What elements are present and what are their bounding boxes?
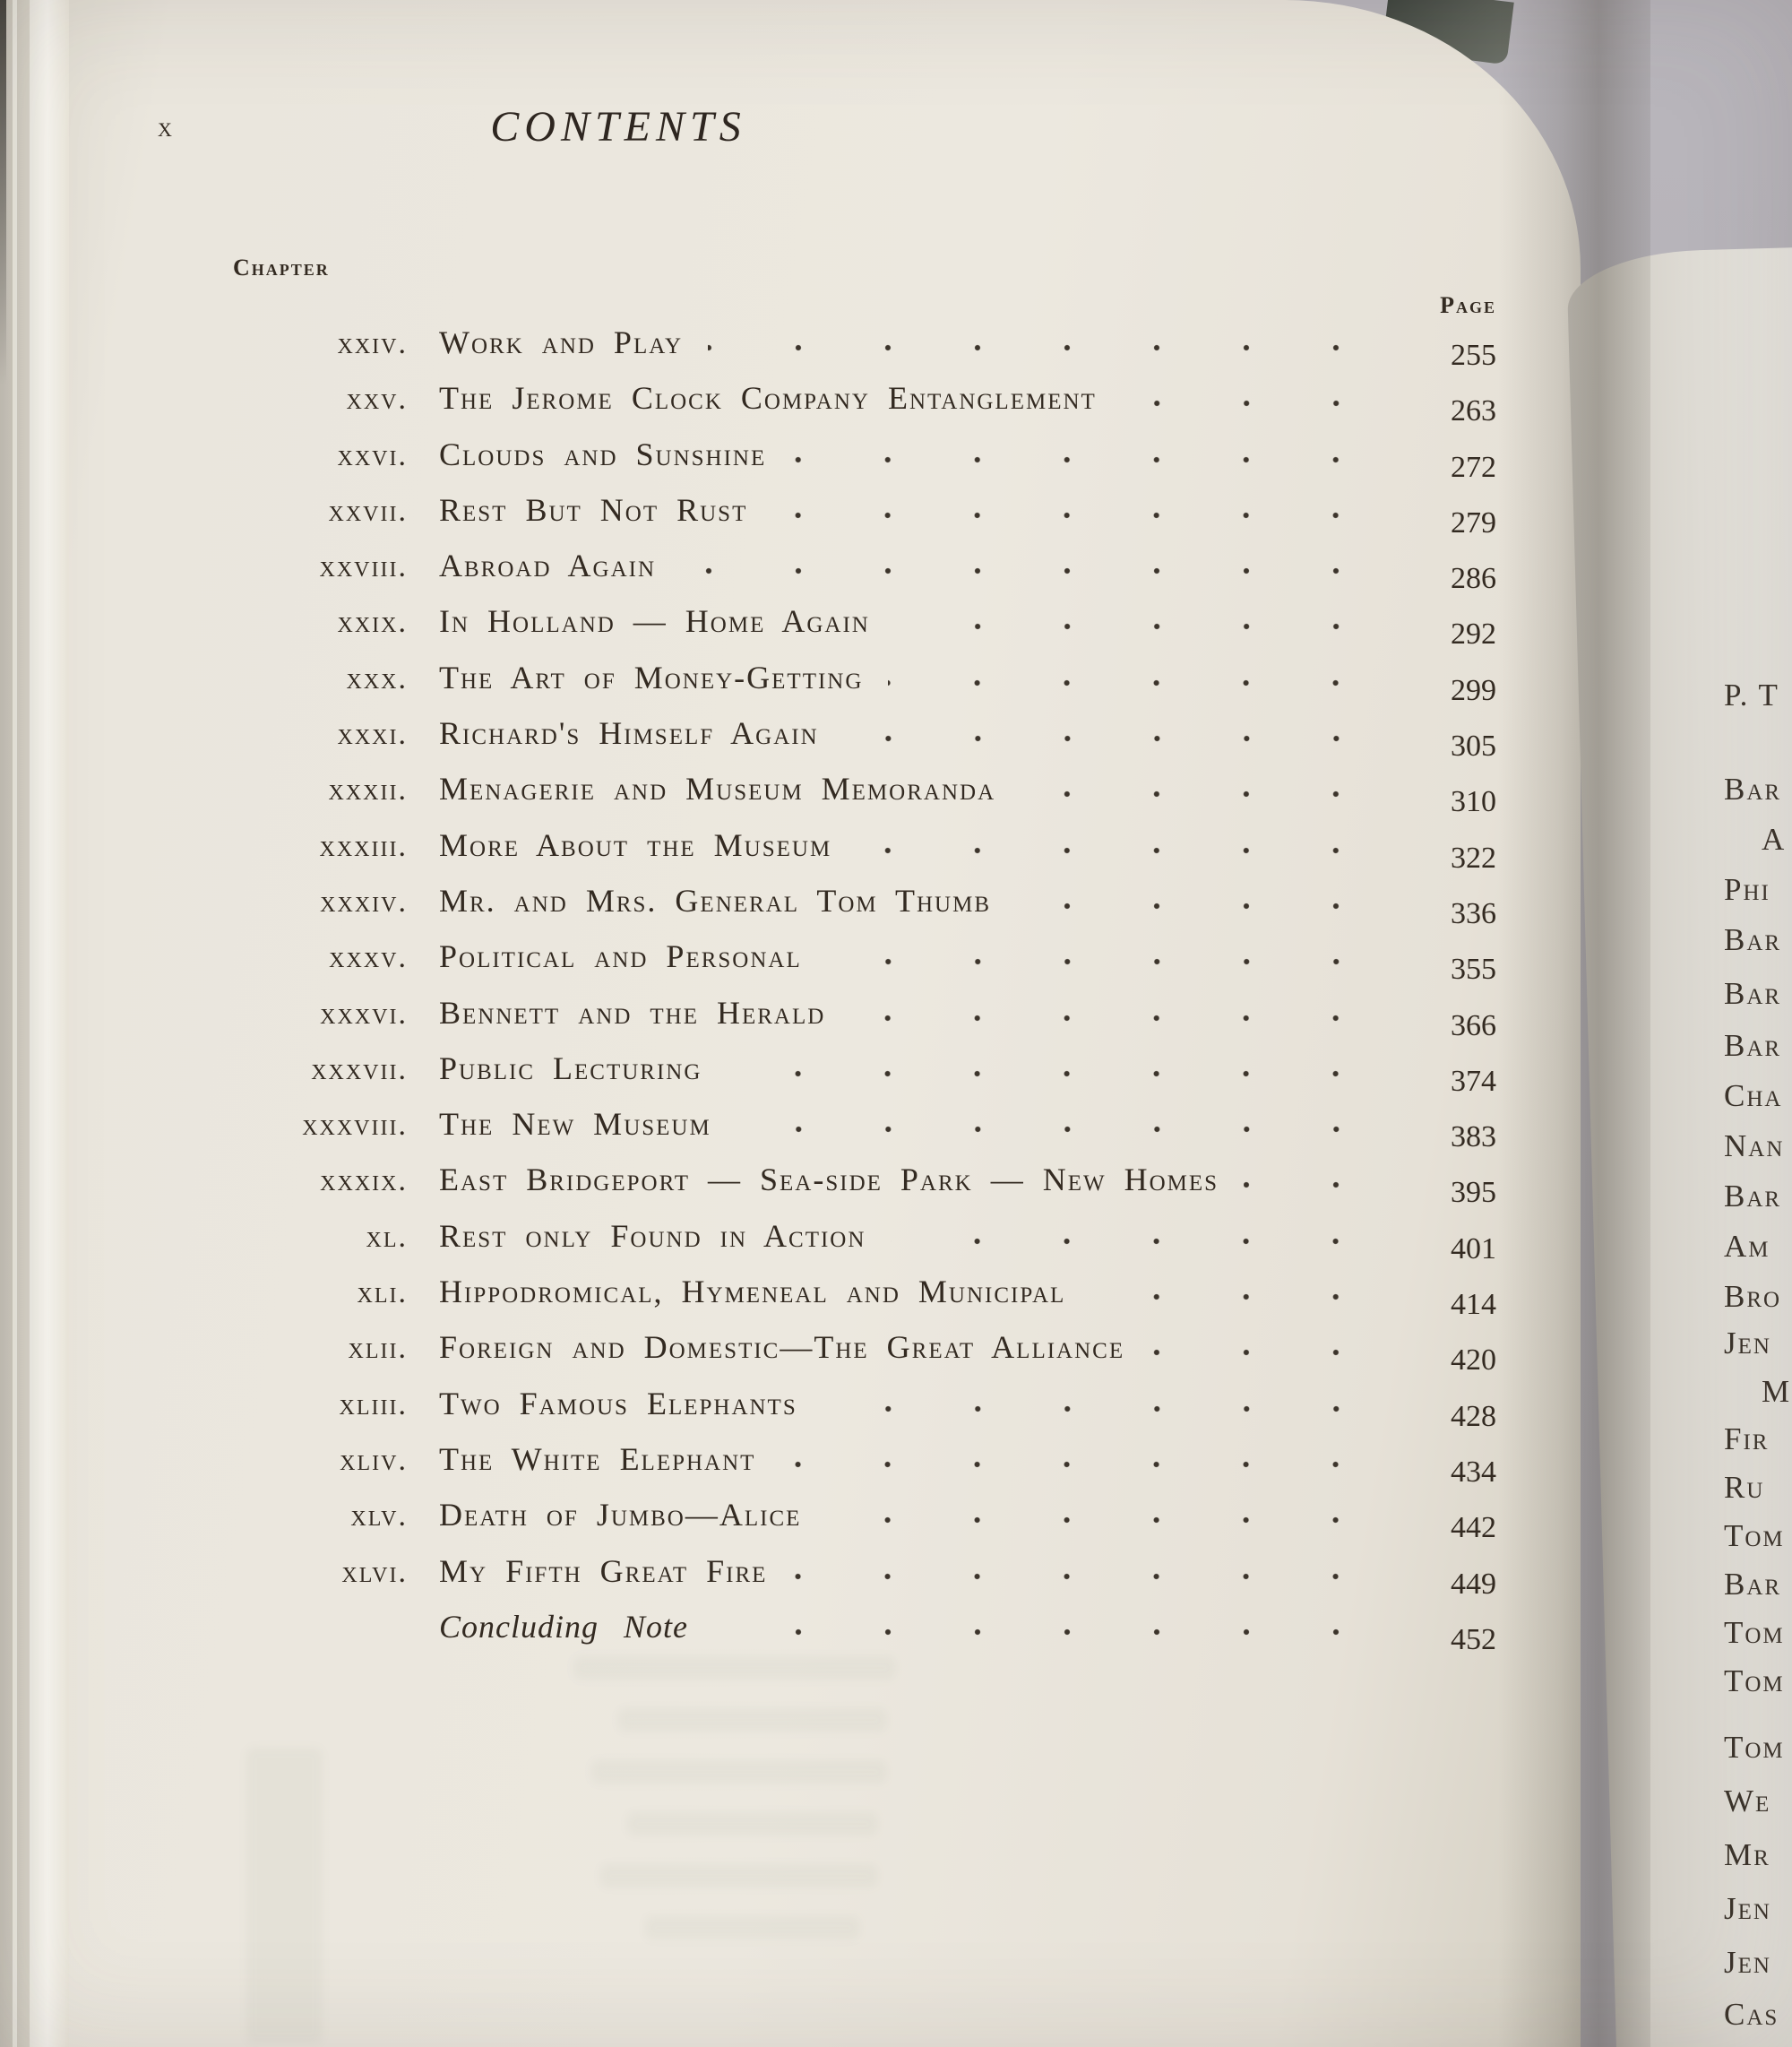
toc-row bbox=[134, 1096, 1496, 1152]
toc-row bbox=[134, 1487, 1496, 1545]
ghost-showthrough bbox=[600, 1864, 878, 1887]
toc-row bbox=[134, 650, 1496, 705]
facing-line: P. T bbox=[1724, 678, 1779, 713]
chapter-numeral: xxxvi. bbox=[320, 997, 408, 1031]
chapter-title: Hippodromical, Hymeneal and Municipal bbox=[439, 1274, 1066, 1310]
toc-row bbox=[134, 370, 1496, 426]
facing-line: Jen bbox=[1724, 1945, 1771, 1980]
page-number: 374 bbox=[1451, 1064, 1496, 1098]
page-number: 366 bbox=[1451, 1008, 1496, 1042]
dot-leader bbox=[772, 510, 1381, 521]
facing-line: Mr bbox=[1724, 1837, 1770, 1872]
ghost-showthrough bbox=[645, 1916, 860, 1939]
facing-line: Bar bbox=[1724, 1028, 1782, 1063]
toc-row bbox=[134, 761, 1496, 819]
page-number: 449 bbox=[1451, 1567, 1496, 1601]
chapter-title: In Holland — Home Again bbox=[439, 603, 870, 640]
chapter-numeral: xliv. bbox=[340, 1443, 408, 1477]
facing-line: Cas bbox=[1724, 1997, 1779, 2032]
page-number: 292 bbox=[1451, 618, 1496, 652]
toc-row bbox=[134, 427, 1496, 482]
folio-page-number: x bbox=[158, 111, 173, 143]
dot-leader bbox=[1016, 901, 1381, 911]
page-number: 305 bbox=[1451, 730, 1496, 764]
chapter-numeral: xxviii. bbox=[319, 550, 408, 584]
toc-row bbox=[134, 1208, 1496, 1264]
dot-leader bbox=[727, 1068, 1381, 1079]
ghost-showthrough bbox=[573, 1656, 896, 1680]
chapter-title: The White Elephant bbox=[439, 1440, 756, 1477]
chapter-numeral: xxxv. bbox=[329, 941, 408, 975]
facing-line: Tom bbox=[1724, 1730, 1785, 1765]
page-number: 428 bbox=[1451, 1399, 1496, 1433]
toc-row bbox=[134, 315, 1496, 370]
facing-line: Tom bbox=[1724, 1663, 1785, 1698]
facing-line: Bar bbox=[1724, 976, 1782, 1011]
chapter-title: Death of Jumbo—Alice bbox=[439, 1497, 802, 1533]
page-number: 299 bbox=[1451, 673, 1496, 707]
facing-line: Tom bbox=[1724, 1615, 1785, 1650]
chapter-numeral: xxx. bbox=[346, 661, 408, 695]
chapter-numeral: xxxii. bbox=[328, 773, 408, 808]
facing-line: M bbox=[1762, 1374, 1792, 1409]
toc-row bbox=[134, 1376, 1496, 1431]
dot-leader bbox=[1021, 789, 1381, 799]
facing-line: Bar bbox=[1724, 772, 1782, 807]
dot-leader bbox=[792, 1571, 1381, 1582]
facing-line: Bar bbox=[1724, 1179, 1782, 1214]
dot-leader bbox=[1090, 1291, 1381, 1302]
facing-line: We bbox=[1724, 1784, 1771, 1818]
toc-row bbox=[134, 482, 1496, 538]
page-number: 355 bbox=[1451, 953, 1496, 987]
chapter-title: Political and Personal bbox=[439, 938, 802, 975]
dot-leader bbox=[780, 1459, 1381, 1470]
chapter-title: Foreign and Domestic—The Great Alliance bbox=[439, 1329, 1125, 1366]
chapter-numeral: xxix. bbox=[337, 606, 408, 640]
page-number: 414 bbox=[1451, 1288, 1496, 1322]
page-number: 263 bbox=[1451, 394, 1496, 428]
chapter-numeral: xlii. bbox=[348, 1332, 408, 1366]
chapter-numeral: xxv. bbox=[346, 383, 408, 417]
toc-row bbox=[134, 1041, 1496, 1096]
page-number: 310 bbox=[1451, 785, 1496, 819]
chapter-numeral: xxxvii. bbox=[311, 1052, 408, 1086]
page-number: 420 bbox=[1451, 1343, 1496, 1378]
page-number: 383 bbox=[1451, 1120, 1496, 1154]
facing-line: Nan bbox=[1724, 1128, 1785, 1163]
page-edge-line bbox=[13, 0, 17, 2047]
facing-line: Jen bbox=[1724, 1326, 1771, 1360]
toc-row bbox=[134, 1264, 1496, 1322]
chapter-title: Public Lecturing bbox=[439, 1049, 702, 1086]
table-of-contents bbox=[134, 315, 1496, 1654]
ghost-showthrough bbox=[591, 1760, 887, 1784]
chapter-title: Bennett and the Herald bbox=[439, 994, 826, 1031]
dot-leader bbox=[826, 1515, 1381, 1525]
ghost-showthrough bbox=[627, 1812, 878, 1835]
page-number: 336 bbox=[1451, 896, 1496, 930]
chapter-title: Mr. and Mrs. General Tom Thumb bbox=[439, 882, 992, 919]
dot-leader bbox=[681, 566, 1381, 576]
page-number: 255 bbox=[1451, 339, 1496, 372]
dot-leader bbox=[1122, 398, 1381, 409]
chapter-title: Clouds and Sunshine bbox=[439, 436, 767, 472]
chapter-title: Concluding Note bbox=[439, 1608, 688, 1645]
toc-row bbox=[134, 1543, 1496, 1599]
page-number: 401 bbox=[1451, 1231, 1496, 1265]
facing-line: Tom bbox=[1724, 1518, 1785, 1553]
chapter-title: Richard's Himself Again bbox=[439, 715, 819, 752]
dot-leader bbox=[708, 342, 1381, 353]
dot-leader bbox=[827, 956, 1381, 967]
page-number: 452 bbox=[1451, 1622, 1496, 1656]
dot-leader bbox=[891, 1236, 1381, 1247]
facing-line: Ru bbox=[1724, 1470, 1765, 1505]
chapter-title: More About the Museum bbox=[439, 826, 832, 863]
toc-row bbox=[134, 817, 1496, 873]
page-number: 395 bbox=[1451, 1176, 1496, 1210]
toc-row bbox=[134, 538, 1496, 596]
chapter-title: Menagerie and Museum Memoranda bbox=[439, 771, 996, 808]
dot-leader bbox=[895, 621, 1381, 632]
page-edge-white-strip bbox=[30, 0, 69, 2047]
toc-row bbox=[134, 1431, 1496, 1487]
toc-row bbox=[134, 1152, 1496, 1210]
facing-line: Am bbox=[1724, 1229, 1770, 1264]
toc-row bbox=[134, 1599, 1496, 1654]
chapter-numeral: xxxviii. bbox=[302, 1109, 408, 1143]
dot-leader bbox=[1150, 1347, 1381, 1358]
dot-leader bbox=[857, 845, 1381, 856]
dot-leader bbox=[791, 454, 1381, 465]
facing-line: Bro bbox=[1724, 1279, 1782, 1314]
chapter-numeral: xliii. bbox=[339, 1387, 408, 1421]
chapter-numeral: xxiv. bbox=[337, 327, 408, 360]
page-number: 286 bbox=[1451, 562, 1496, 596]
page-column-header: Page bbox=[1440, 292, 1496, 318]
chapter-title: Two Famous Elephants bbox=[439, 1385, 797, 1421]
chapter-column-header: Chapter bbox=[233, 255, 330, 281]
facing-line: A bbox=[1762, 822, 1787, 857]
toc-row bbox=[134, 985, 1496, 1041]
toc-row bbox=[134, 873, 1496, 928]
chapter-title: Rest only Found in Action bbox=[439, 1217, 866, 1254]
dot-leader bbox=[888, 678, 1381, 688]
ghost-showthrough bbox=[246, 1748, 323, 2043]
chapter-numeral: xxxiii. bbox=[319, 829, 408, 863]
dot-leader bbox=[737, 1124, 1381, 1135]
chapter-title: The New Museum bbox=[439, 1106, 711, 1143]
facing-line: Cha bbox=[1724, 1078, 1783, 1113]
chapter-title: My Fifth Great Fire bbox=[439, 1552, 768, 1589]
facing-line: Bar bbox=[1724, 1567, 1782, 1602]
page-number: 322 bbox=[1451, 841, 1496, 875]
toc-row bbox=[134, 928, 1496, 987]
page-number: 272 bbox=[1451, 450, 1496, 484]
dot-leader bbox=[713, 1627, 1381, 1637]
chapter-title: The Jerome Clock Company Entanglement bbox=[439, 380, 1097, 417]
chapter-numeral: xlvi. bbox=[341, 1555, 408, 1589]
toc-row bbox=[134, 593, 1496, 652]
page-number: 434 bbox=[1451, 1455, 1496, 1489]
chapter-numeral: xl. bbox=[366, 1220, 408, 1254]
chapter-numeral: xxvii. bbox=[328, 494, 408, 528]
chapter-numeral: xli. bbox=[357, 1276, 408, 1310]
chapter-numeral: xxxi. bbox=[337, 718, 408, 752]
page-number: 442 bbox=[1451, 1511, 1496, 1545]
facing-line: Fir bbox=[1724, 1421, 1770, 1456]
chapter-title: Abroad Again bbox=[439, 548, 657, 584]
facing-line: Bar bbox=[1724, 922, 1782, 957]
dot-leader bbox=[1244, 1179, 1381, 1190]
chapter-title: The Art of Money-Getting bbox=[439, 659, 864, 695]
chapter-numeral: xxvi. bbox=[337, 438, 408, 472]
chapter-numeral: xxxix. bbox=[320, 1164, 408, 1198]
ghost-showthrough bbox=[618, 1708, 887, 1732]
facing-line: Phi bbox=[1724, 872, 1770, 907]
dot-leader bbox=[823, 1404, 1381, 1414]
chapter-numeral: xlv. bbox=[350, 1499, 408, 1533]
facing-line: Jen bbox=[1724, 1891, 1771, 1926]
page-edge-dark-sliver bbox=[0, 0, 6, 385]
chapter-numeral: xxxiv. bbox=[320, 885, 408, 919]
chapter-title: Rest But Not Rust bbox=[439, 491, 748, 528]
chapter-title: East Bridgeport — Sea-side Park — New Homes bbox=[439, 1162, 1219, 1198]
chapter-title: Work and Play bbox=[439, 324, 684, 360]
toc-row bbox=[134, 1319, 1496, 1378]
page-number: 279 bbox=[1451, 505, 1496, 540]
toc-row bbox=[134, 705, 1496, 764]
dot-leader bbox=[844, 733, 1381, 744]
page-title: CONTENTS bbox=[490, 103, 746, 151]
dot-leader bbox=[850, 1013, 1381, 1024]
